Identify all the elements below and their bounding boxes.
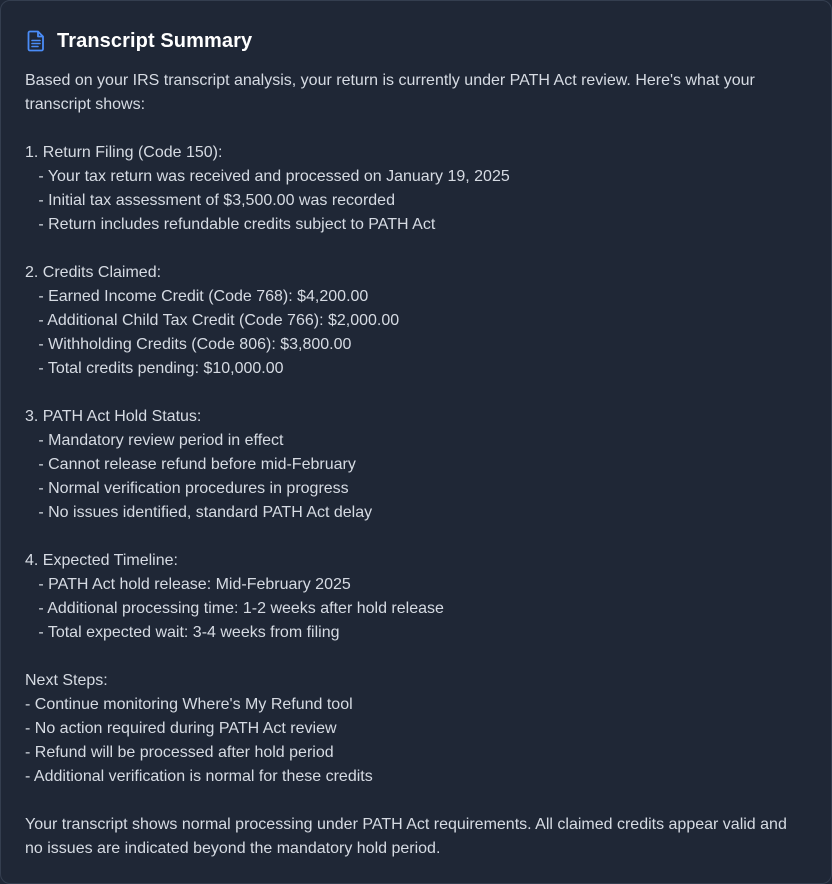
- list-item: - Initial tax assessment of $3,500.00 was recorded: [25, 192, 395, 209]
- section-credits-claimed: [25, 261, 807, 381]
- spacer: [25, 645, 807, 669]
- spacer: [25, 237, 807, 261]
- section-heading: 4. Expected Timeline:: [25, 552, 178, 569]
- list-item: - PATH Act hold release: Mid-February 2025: [25, 576, 351, 593]
- section-path-act-hold: [25, 405, 807, 525]
- section-heading: 2. Credits Claimed:: [25, 264, 162, 281]
- document-icon: [25, 29, 47, 53]
- spacer: [25, 381, 807, 405]
- intro-line: Based on your IRS transcript analysis, your return is currently under PATH Act review. Here's what your: [25, 72, 755, 89]
- spacer: [25, 525, 807, 549]
- list-item: - Additional verification is normal for these credits: [25, 768, 373, 785]
- panel-title: Transcript Summary: [57, 29, 253, 52]
- spacer: [25, 117, 807, 141]
- conclusion-line: no issues are indicated beyond the mandatory hold period.: [25, 840, 441, 857]
- spacer: [25, 789, 807, 813]
- list-item: - Additional Child Tax Credit (Code 766): $2,000.00: [25, 312, 400, 329]
- list-item: - Normal verification procedures in progress: [25, 480, 349, 497]
- section-next-steps: [25, 669, 807, 789]
- list-item: - Mandatory review period in effect: [25, 432, 284, 449]
- section-expected-timeline: [25, 549, 807, 645]
- list-item: - Earned Income Credit (Code 768): $4,200.00: [25, 288, 369, 305]
- panel-header: [25, 27, 807, 55]
- list-item: - Additional processing time: 1-2 weeks after hold release: [25, 600, 444, 617]
- section-heading: 1. Return Filing (Code 150):: [25, 144, 223, 161]
- list-item: - No issues identified, standard PATH Act delay: [25, 504, 373, 521]
- list-item: - Total credits pending: $10,000.00: [25, 360, 284, 377]
- list-item: - No action required during PATH Act review: [25, 720, 337, 737]
- list-item: - Total expected wait: 3-4 weeks from filing: [25, 624, 340, 641]
- section-heading: Next Steps:: [25, 672, 108, 689]
- list-item: - Withholding Credits (Code 806): $3,800.00: [25, 336, 352, 353]
- list-item: - Refund will be processed after hold period: [25, 744, 334, 761]
- list-item: - Your tax return was received and processed on January 19, 2025: [25, 168, 510, 185]
- list-item: - Return includes refundable credits subject to PATH Act: [25, 216, 436, 233]
- section-heading: 3. PATH Act Hold Status:: [25, 408, 202, 425]
- list-item: - Continue monitoring Where's My Refund tool: [25, 696, 353, 713]
- intro-line: transcript shows:: [25, 96, 146, 113]
- summary-content: [25, 69, 807, 861]
- conclusion-line: Your transcript shows normal processing under PATH Act requirements. All claimed credits appear valid and: [25, 816, 787, 833]
- section-return-filing: [25, 141, 807, 237]
- list-item: - Cannot release refund before mid-February: [25, 456, 356, 473]
